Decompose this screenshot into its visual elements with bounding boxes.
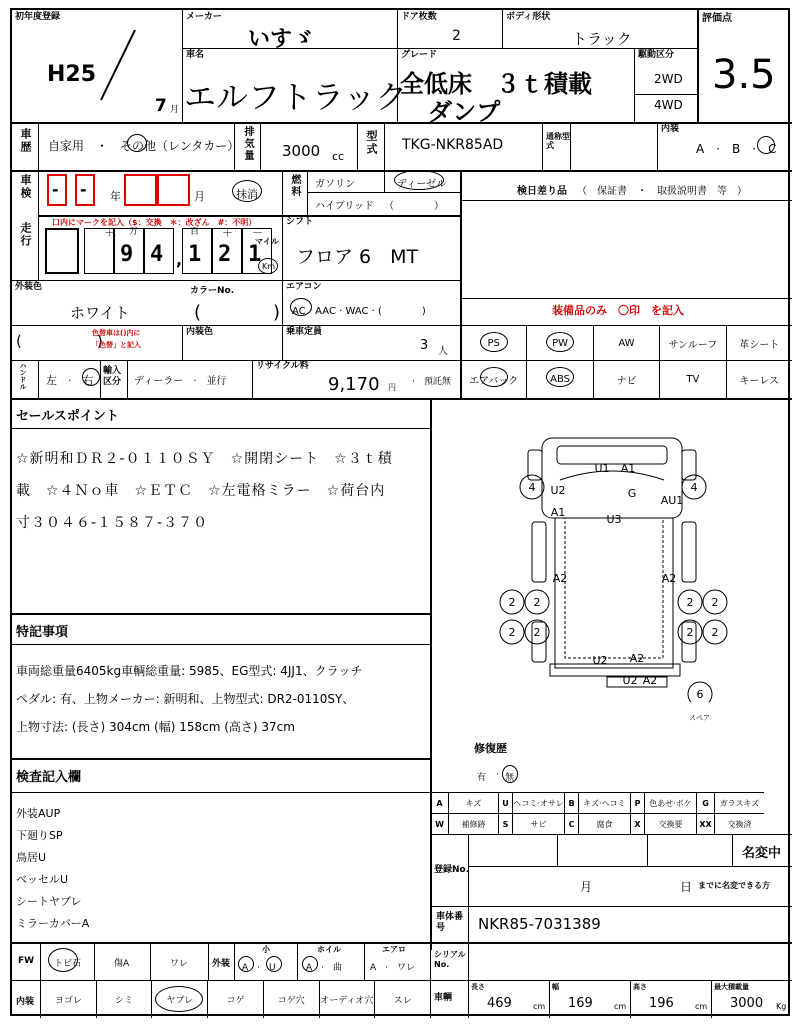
equipment-circle-mark: [480, 367, 508, 387]
unit-hyaku: 百: [190, 227, 200, 237]
insp-none: 抹消: [236, 188, 258, 201]
km-label: Km: [262, 262, 276, 271]
insp-box-4: [157, 174, 190, 206]
shift: フロア 6 MT: [296, 246, 419, 268]
svg-text:2: 2: [508, 626, 516, 639]
mileage-comma: ,: [176, 250, 183, 269]
insp-year-suffix: 年: [110, 190, 121, 203]
handle-right-circle: [82, 368, 100, 386]
legend-desc: ヘコミ·オサレ: [512, 792, 564, 813]
insp-month-suffix: 月: [194, 190, 205, 203]
small-u-circle: [266, 956, 282, 972]
reg-month-suffix-2: 月: [580, 880, 593, 894]
legend-desc: サビ: [512, 813, 564, 834]
exterior-color-label: 外装色: [15, 282, 43, 292]
model-name-label: 車名: [186, 50, 205, 60]
body-label: ボディ形状: [506, 12, 551, 22]
repair-no: 無: [505, 773, 515, 783]
capacity-unit: 人: [438, 346, 448, 357]
svg-text:U2: U2: [550, 484, 566, 497]
grade-line2: ダンプ: [428, 98, 501, 126]
color-no: ( ): [194, 302, 281, 323]
equipment-item: TV: [659, 360, 725, 398]
vehicle-diagram: [432, 402, 790, 702]
repair-dot: ·: [496, 770, 499, 780]
legend-code: G: [696, 792, 714, 813]
dim-unit: cm: [533, 1002, 546, 1011]
equipment-item: サンルーフ: [659, 325, 725, 360]
svg-text:A1: A1: [550, 506, 566, 519]
handle: 左 · 右: [46, 374, 94, 387]
small-items: A · U: [242, 963, 276, 973]
maker-label: メーカー: [186, 12, 222, 22]
inspection-item: ベッセルU: [16, 873, 69, 886]
dim-unit: cm: [614, 1002, 627, 1011]
fuel-diesel-circle: [394, 170, 444, 190]
unit-minus: －: [252, 226, 263, 239]
fw-item-3: ワレ: [170, 959, 189, 969]
fuel-hybrid: ハイブリッド: [315, 201, 374, 212]
auction-sheet: [10, 8, 790, 1016]
fuel-label: 燃料: [289, 174, 300, 198]
import: ディーラー · 並行: [134, 376, 227, 387]
svg-text:A2: A2: [552, 572, 568, 585]
dim-label: 高さ: [633, 983, 647, 991]
inspection-item: ミラーカバーA: [16, 917, 90, 930]
svg-text:A2: A2: [642, 674, 658, 687]
legend-code: B: [564, 792, 578, 813]
svg-text:2: 2: [711, 596, 719, 609]
dim-label: 長さ: [471, 983, 485, 991]
mileage-label: 走行: [19, 222, 32, 248]
inspection-item: 鳥居U: [16, 851, 47, 864]
capacity-label: 乗車定員: [286, 327, 323, 337]
dim-value: 169: [568, 996, 593, 1011]
dim-value: 196: [649, 996, 674, 1011]
digit-3: 1: [188, 242, 202, 267]
score-label: 評価点: [702, 13, 732, 24]
mileage-instruction: 口内にマークを記入（$：交換 ＊：改ざん #：不明）: [52, 218, 257, 227]
inspection-label: 車検: [19, 174, 32, 200]
interior-grades: A · B · C: [696, 142, 777, 156]
displacement-unit: cc: [332, 150, 345, 163]
wheel-label: ホイル: [317, 945, 341, 954]
chassis-number: NKR85-7031389: [478, 915, 601, 933]
svg-text:U3: U3: [606, 513, 622, 526]
grade-label: グレード: [401, 50, 438, 60]
svg-text:U2: U2: [622, 674, 638, 687]
interior-row-label: 内装: [16, 997, 35, 1007]
reg-no-label: 登録No.: [434, 865, 470, 875]
reg-month: 7: [155, 96, 167, 116]
interior-item: スレ: [374, 980, 430, 1018]
svg-text:2: 2: [533, 596, 541, 609]
fw-item-2: 傷A: [114, 959, 130, 969]
docs-text: （ 保証書 ・ 取扱説明書 等 ）: [577, 186, 747, 197]
inspection-item: 外装AUP: [16, 807, 61, 820]
fw-label: FW: [18, 956, 35, 966]
special-line-2: ペダル: 有、上物メーカー: 新明和、上物型式: DR2-0110SY、: [16, 692, 355, 706]
dims-divider: [549, 980, 550, 1018]
small-label: 小: [262, 945, 270, 954]
inspection-item: 下廻りSP: [16, 829, 63, 842]
digit-1: 9: [120, 242, 134, 267]
special-line-1: 車両総重量6405kg車輌総重量: 5985、EG型式: 4JJ1、クラッチ: [16, 664, 363, 678]
inspection-item: シートヤブレ: [16, 895, 82, 908]
dims-label: 車輌: [434, 993, 453, 1003]
dims-divider: [711, 980, 712, 1018]
equipment-header: 装備品のみ 〇印 を記入: [552, 304, 684, 317]
dim-unit: Kg: [776, 1002, 787, 1011]
displacement-label: 排気量: [242, 126, 253, 162]
name-change: 名変中: [742, 846, 782, 861]
reg-day-suffix: 日: [680, 880, 693, 894]
first-reg-label: 初年度登録: [15, 12, 61, 22]
fuel-gasoline: ガソリン: [315, 179, 355, 190]
equipment-item: ABS: [526, 360, 592, 398]
drive-4wd: 4WD: [654, 98, 683, 112]
exterior-row-label: 外装: [212, 959, 231, 969]
insp-none-circle: [232, 180, 262, 202]
color-note-line1: 色替車は()内に: [92, 329, 141, 337]
repair-label: 修復歴: [474, 742, 507, 755]
wheel-items: A · 曲: [306, 963, 343, 973]
history-circle-mark: [127, 134, 147, 152]
spare-label: スペア: [689, 714, 710, 722]
body-type: トラック: [572, 30, 632, 48]
legend-code: U: [498, 792, 512, 813]
import-label: 輸入区分: [103, 366, 122, 387]
exterior-color: ホワイト: [70, 304, 130, 322]
svg-text:2: 2: [711, 626, 719, 639]
interior-yabure-circle: [155, 986, 203, 1012]
dim-value: 3000: [730, 996, 764, 1011]
interior-item: オーディオ穴: [319, 980, 375, 1018]
svg-text:A2: A2: [661, 572, 677, 585]
model-name: エルフトラック: [184, 78, 408, 116]
slash-mark: [97, 28, 137, 103]
svg-text:2: 2: [686, 596, 694, 609]
legend-code: A: [430, 792, 448, 813]
fw-item-1: トビ石: [54, 959, 82, 969]
special-notes-title: 特記事項: [16, 625, 69, 640]
recycle-deposit: · 預託無: [412, 377, 451, 387]
legend-desc: 交換要: [644, 813, 696, 834]
score: 3.5: [712, 52, 776, 98]
dims-divider: [630, 980, 631, 1018]
sales-points-title: セールスポイント: [16, 409, 119, 424]
fuel-diesel: ディーゼル: [397, 179, 446, 190]
equipment-item: エアバック: [460, 360, 526, 398]
interior-color-label: 内装色: [186, 327, 214, 337]
docs-label: 検日差り品: [517, 186, 567, 197]
unit-plus-1: ＋: [104, 226, 115, 239]
fuel-hybrid-paren: （ ）: [384, 201, 444, 212]
color-no-label: カラーNo.: [190, 286, 235, 296]
fw-item-1-circle: [48, 948, 78, 972]
unit-plus-2: ＋: [222, 226, 233, 239]
legend-code: C: [564, 813, 578, 834]
capacity: 3: [420, 338, 429, 353]
handle-label: ハンドル: [19, 362, 27, 390]
common-type-label: 通称型式: [546, 132, 570, 150]
svg-text:2: 2: [533, 626, 541, 639]
sales-line-1: ☆新明和ＤＲ２-０１１０ＳＹ ☆開閉シート ☆３ｔ積: [16, 451, 393, 467]
equipment-item: AW: [593, 325, 659, 360]
aero-label: エアロ: [382, 945, 406, 954]
interior-item: コゲ穴: [263, 980, 319, 1018]
mileage-mark-box: [45, 228, 79, 274]
insp-box-3: [124, 174, 157, 206]
interior-item: ヨゴレ: [40, 980, 96, 1018]
repair-no-circle: [502, 765, 518, 783]
serial-label: シリアルNo.: [434, 950, 466, 969]
legend-code: W: [430, 813, 448, 834]
special-line-3: 上物寸法: (長さ) 304cm (幅) 158cm (高さ) 37cm: [16, 720, 295, 734]
insp-dash-1: -: [52, 180, 59, 199]
dims-divider: [468, 980, 469, 1018]
digit-4: 2: [218, 242, 232, 267]
equipment-item: PW: [526, 325, 592, 360]
aero-items: A · ワレ: [370, 963, 416, 973]
km-circle: [258, 258, 278, 274]
svg-text:U1: U1: [594, 462, 610, 475]
aircon-label: エアコン: [286, 282, 322, 292]
recycle-unit: 円: [388, 383, 396, 392]
reg-month-suffix: 月: [170, 105, 180, 115]
interior-item: コゲ: [207, 980, 263, 1018]
grade-line1: 全低床 ３ｔ積載: [400, 70, 592, 98]
svg-text:4: 4: [690, 481, 698, 494]
equipment-item: ナビ: [593, 360, 659, 398]
inspection-notes-title: 検査記入欄: [16, 770, 82, 785]
legend-desc: 交換済: [714, 813, 764, 834]
dim-unit: cm: [695, 1002, 708, 1011]
era-year: H25: [47, 62, 97, 87]
maker: いすゞ: [248, 27, 315, 52]
aircon: AC · AAC · WAC · ( ): [292, 306, 426, 317]
displacement: 3000: [282, 142, 321, 160]
color-note-line2: 「色替」と記入: [92, 341, 141, 349]
chassis-label: 車体番号: [436, 912, 464, 933]
interior-item: ヤブレ: [151, 980, 207, 1018]
digit-5: 1: [248, 242, 262, 267]
svg-text:4: 4: [528, 481, 536, 494]
doors: 2: [452, 28, 461, 44]
interior-item: シミ: [96, 980, 152, 1018]
small-a-circle: [238, 956, 254, 972]
repair-yes: 有: [477, 773, 487, 783]
insp-dash-2: -: [80, 180, 87, 199]
aircon-ac-circle: [290, 298, 312, 316]
drive-label: 駆動区分: [638, 50, 675, 60]
history-label: 車歴: [19, 128, 32, 154]
mile-label: マイル: [255, 237, 279, 246]
drive-2wd: 2WD: [654, 72, 683, 86]
sales-line-3: 寸３０４６-１５８７-３７０: [16, 515, 209, 531]
unit-man: 万: [129, 227, 139, 237]
svg-text:AU1: AU1: [660, 494, 684, 507]
legend-desc: キズ·ヘコミ: [578, 792, 630, 813]
legend-desc: 腐食: [578, 813, 630, 834]
legend-code: XX: [696, 813, 714, 834]
legend-desc: 色あせ·ボケ: [644, 792, 696, 813]
recycle-label: リサイクル料: [256, 361, 309, 371]
svg-text:6: 6: [696, 688, 704, 701]
model-type: TKG-NKR85AD: [402, 137, 504, 153]
history: 自家用 ・ その他（レンタカー）: [48, 139, 240, 153]
color-change-paren: ( ): [16, 332, 103, 350]
sales-line-2: 載 ☆４Ｎｏ車 ☆ＥＴＣ ☆左電格ミラー ☆荷台内: [16, 483, 386, 499]
legend-code: X: [630, 813, 644, 834]
svg-text:A1: A1: [620, 462, 636, 475]
doors-label: ドア枚数: [401, 12, 437, 22]
svg-text:A2: A2: [629, 652, 645, 665]
shift-label: シフト: [286, 217, 314, 227]
legend-desc: 補修跡: [448, 813, 498, 834]
wheel-a-circle: [302, 956, 318, 972]
svg-text:U2: U2: [592, 654, 608, 667]
equipment-circle-mark: [480, 332, 508, 352]
type-label: 型式: [365, 130, 378, 156]
equipment-item: PS: [460, 325, 526, 360]
svg-text:2: 2: [508, 596, 516, 609]
recycle: 9,170: [328, 374, 380, 395]
interior-grade-circle: [757, 136, 775, 154]
legend-code: S: [498, 813, 512, 834]
dim-label: 幅: [552, 983, 559, 991]
equipment-item: キーレス: [726, 360, 792, 398]
dim-label: 最大積載量: [714, 983, 749, 991]
svg-text:G: G: [627, 487, 637, 500]
name-change-note: までに名変できる方: [698, 881, 770, 890]
equipment-item: 革シート: [726, 325, 792, 360]
digit-2: 4: [150, 242, 164, 267]
legend-code: P: [630, 792, 644, 813]
dim-value: 469: [487, 996, 512, 1011]
interior-label: 内装: [661, 124, 680, 134]
legend-desc: ガラスキズ: [714, 792, 764, 813]
svg-text:2: 2: [686, 626, 694, 639]
legend-desc: キズ: [448, 792, 498, 813]
